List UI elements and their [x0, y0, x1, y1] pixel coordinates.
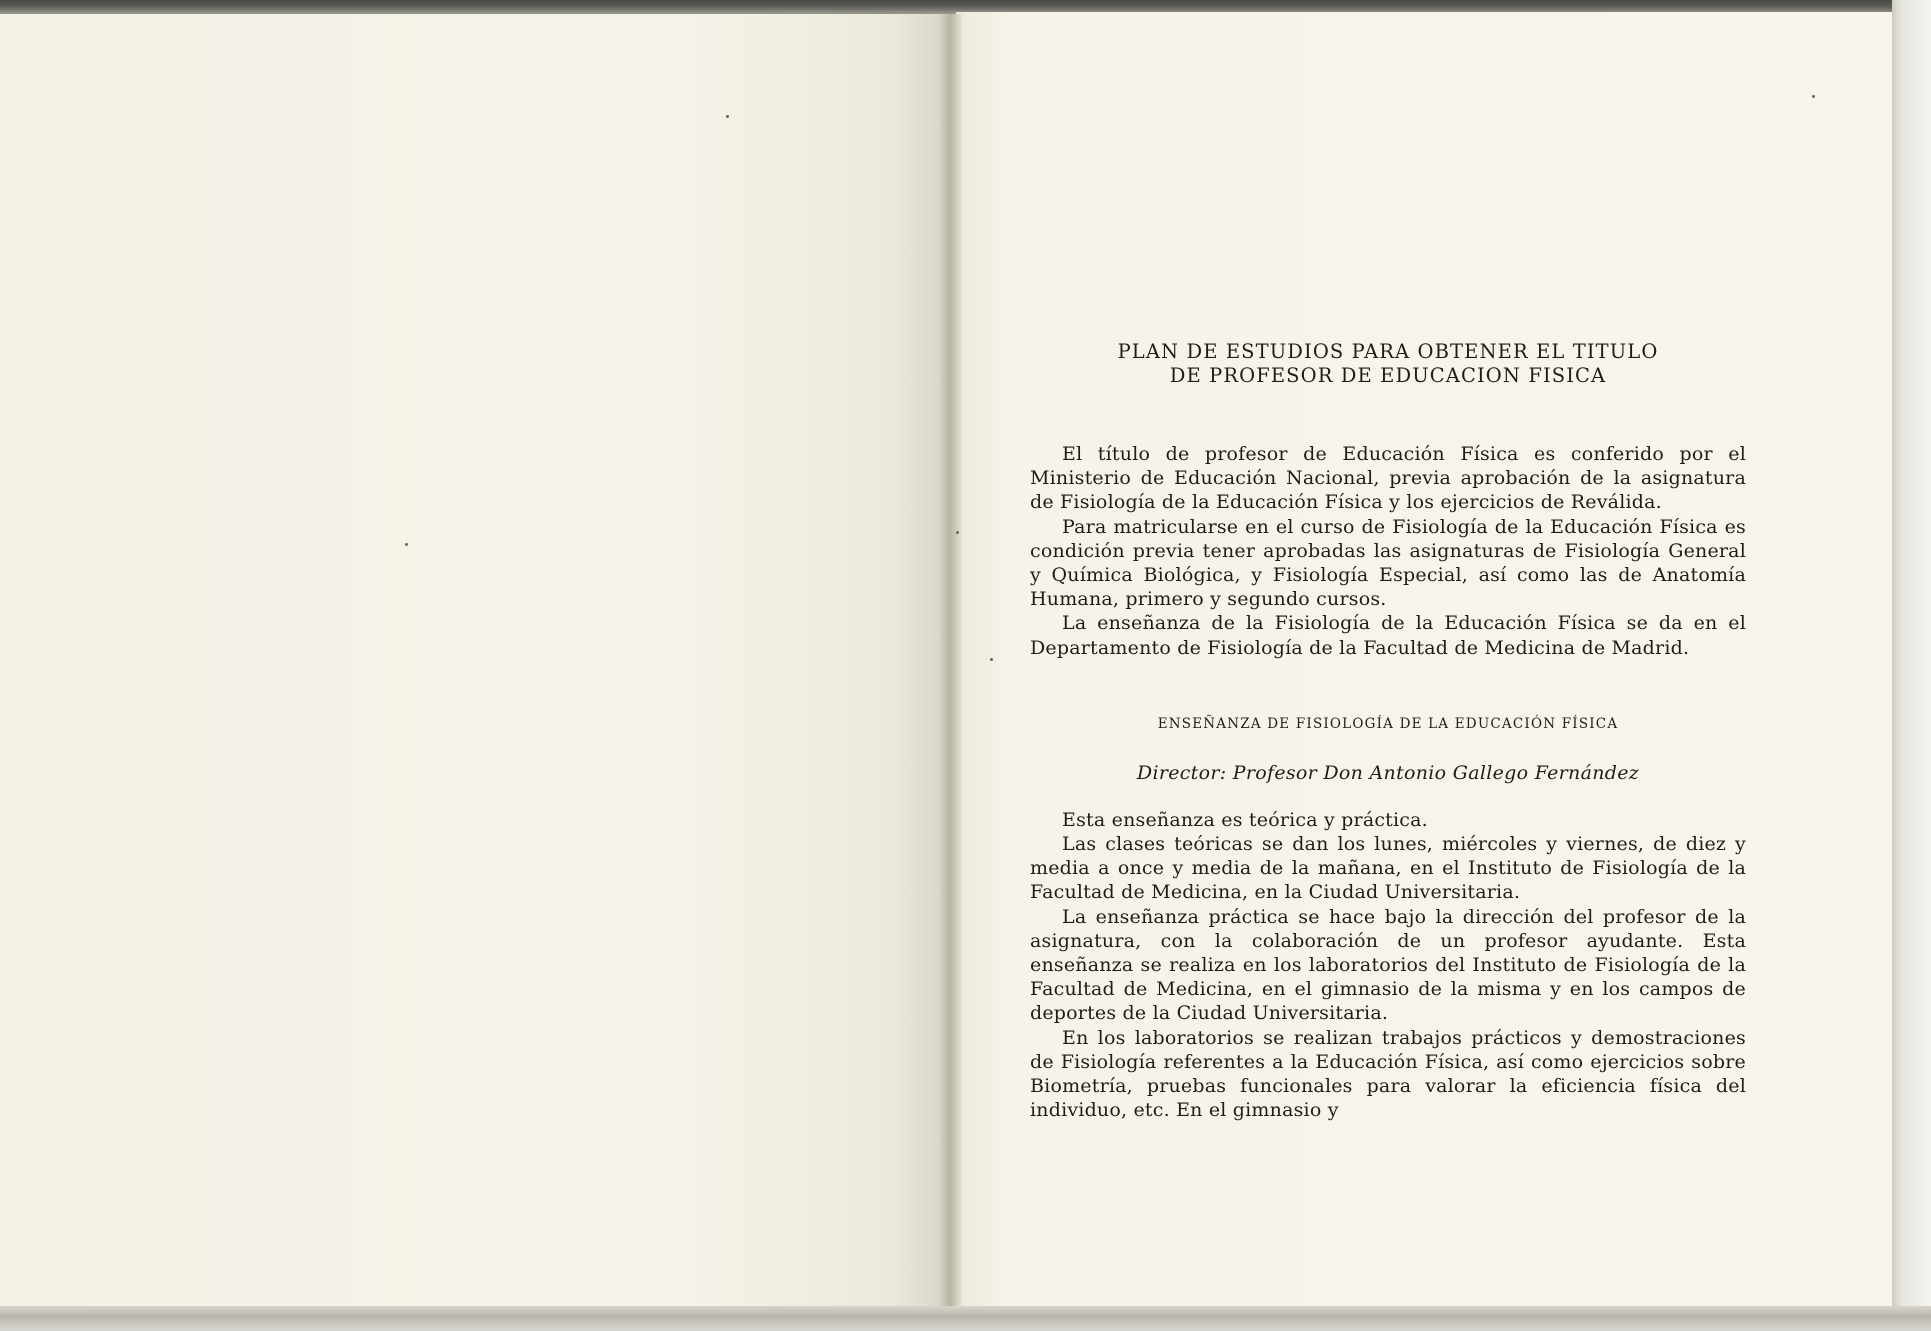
director-line: Director: Profesor Don Antonio Gallego Fernández: [1136, 761, 1640, 784]
paper-speck: [956, 531, 959, 534]
left-page-blank: [0, 14, 947, 1312]
paper-speck: [405, 543, 408, 546]
intro-paragraph-3: La enseñanza de la Fisiología de la Educación Física se da en el Departamento de Fisiología de la Facultad de Medicina de Madrid.: [1030, 612, 1746, 659]
scan-bottom-edge: [0, 1306, 1931, 1331]
page-text: [1030, 340, 1746, 1122]
section-heading: ENSEÑANZA DE FISIOLOGÍA DE LA EDUCACIÓN FÍSICA: [1157, 715, 1619, 732]
section-paragraph-3: La enseñanza práctica se hace bajo la dirección del profesor de la asignatura, con la colaboración de un profesor ayudante. Esta enseñanza se realiza en los laboratorios del Instituto de Fisiología de la Facultad de Medicina, en el gimnasio de la misma y en los campos de deportes de la Ciudad Universitaria.: [1030, 905, 1746, 1025]
paper-speck: [1812, 95, 1815, 98]
section-paragraph-2: Las clases teóricas se dan los lunes, miércoles y viernes, de diez y media a once y media de la mañana, en el Instituto de Fisiología de la Facultad de Medicina, en la Ciudad Universitaria.: [1030, 833, 1746, 904]
intro-paragraph-2: Para matricularse en el curso de Fisiología de la Educación Física es condición previa tener aprobadas las asignaturas de Fisiología General y Química Biológica, y Fisiología Especial, así como las de Anatomía Humana, primero y segundo cursos.: [1030, 515, 1746, 611]
section-paragraph-1: Esta enseñanza es teórica y práctica.: [1062, 808, 1428, 831]
book-gutter: [940, 14, 962, 1312]
page-title: [1030, 340, 1746, 388]
scan-right-edge: [1892, 0, 1931, 1331]
title-line-2: DE PROFESOR DE EDUCACION FISICA: [1169, 364, 1607, 387]
intro-paragraph-1: El título de profesor de Educación Física es conferido por el Ministerio de Educación Nacional, previa aprobación de la asignatura de Fisiología de la Educación Física y los ejercicios de Reválida.: [1030, 443, 1746, 514]
paper-speck: [726, 115, 729, 118]
title-line-1: PLAN DE ESTUDIOS PARA OBTENER EL TITULO: [1117, 340, 1659, 363]
section-paragraph-4: En los laboratorios se realizan trabajos prácticos y demostraciones de Fisiología referentes a la Educación Física, así como ejercicios sobre Biometría, pruebas funcionales para valorar la eficiencia física del individuo, etc. En el gimnasio y: [1030, 1026, 1746, 1122]
paper-speck: [990, 658, 993, 661]
